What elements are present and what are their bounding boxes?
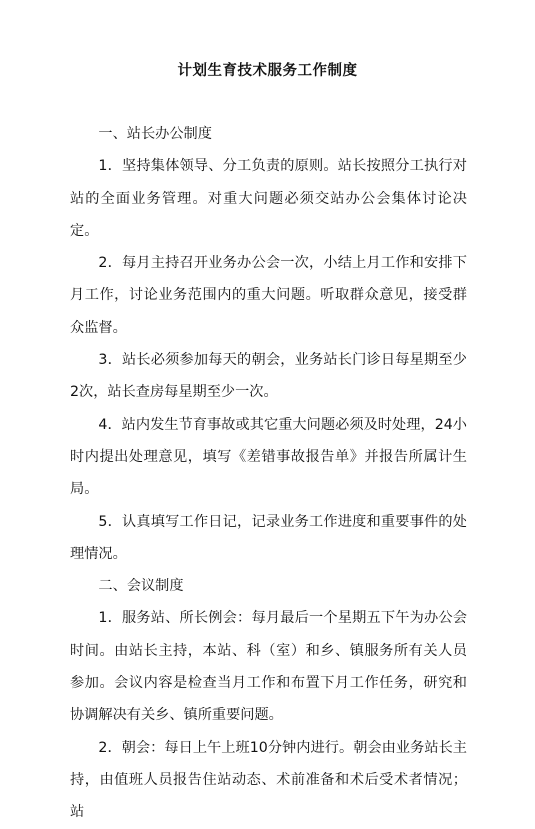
paragraph: 1．坚持集体领导、分工负责的原则。站长按照分工执行对站的全面业务管理。对重大问题必须交站办公会集体讨论决定。: [70, 158, 467, 239]
paragraph: 2．每月主持召开业务办公会一次，小结上月工作和安排下月工作，讨论业务范围内的重大问题。听取群众意见，接受群众监督。: [70, 255, 467, 336]
paragraph: 5．认真填写工作日记，记录业务工作进度和重要事件的处理情况。: [70, 513, 467, 562]
document-title: 计划生育技术服务工作制度: [177, 63, 358, 79]
section-heading: 一、站长办公制度: [98, 126, 212, 142]
paragraph: 3．站长必须参加每天的朝会，业务站长门诊日每星期至少2次，站长查房每星期至少一次。: [70, 352, 467, 401]
paragraph: 4．站内发生节育事故或其它重大问题必须及时处理，24小时内提出处理意见，填写《差错事故报告单》并报告所属计生局。: [70, 416, 467, 498]
document-body: [70, 118, 467, 829]
section-heading: 二、会议制度: [98, 578, 184, 595]
paragraph: 1．服务站、所长例会：每月最后一个星期五下午为办公会时间。由站长主持，本站、科（室）和乡、镇服务所有关人员参加。会议内容是检查当月工作和布置下月工作任务，研究和协调解决有关乡、镇所重要问题。: [70, 610, 467, 724]
paragraph: 2．朝会：每日上午上班10分钟内进行。朝会由业务站长主持，由值班人员报告住站动态、术前准备和术后受术者情况；站: [70, 739, 467, 821]
